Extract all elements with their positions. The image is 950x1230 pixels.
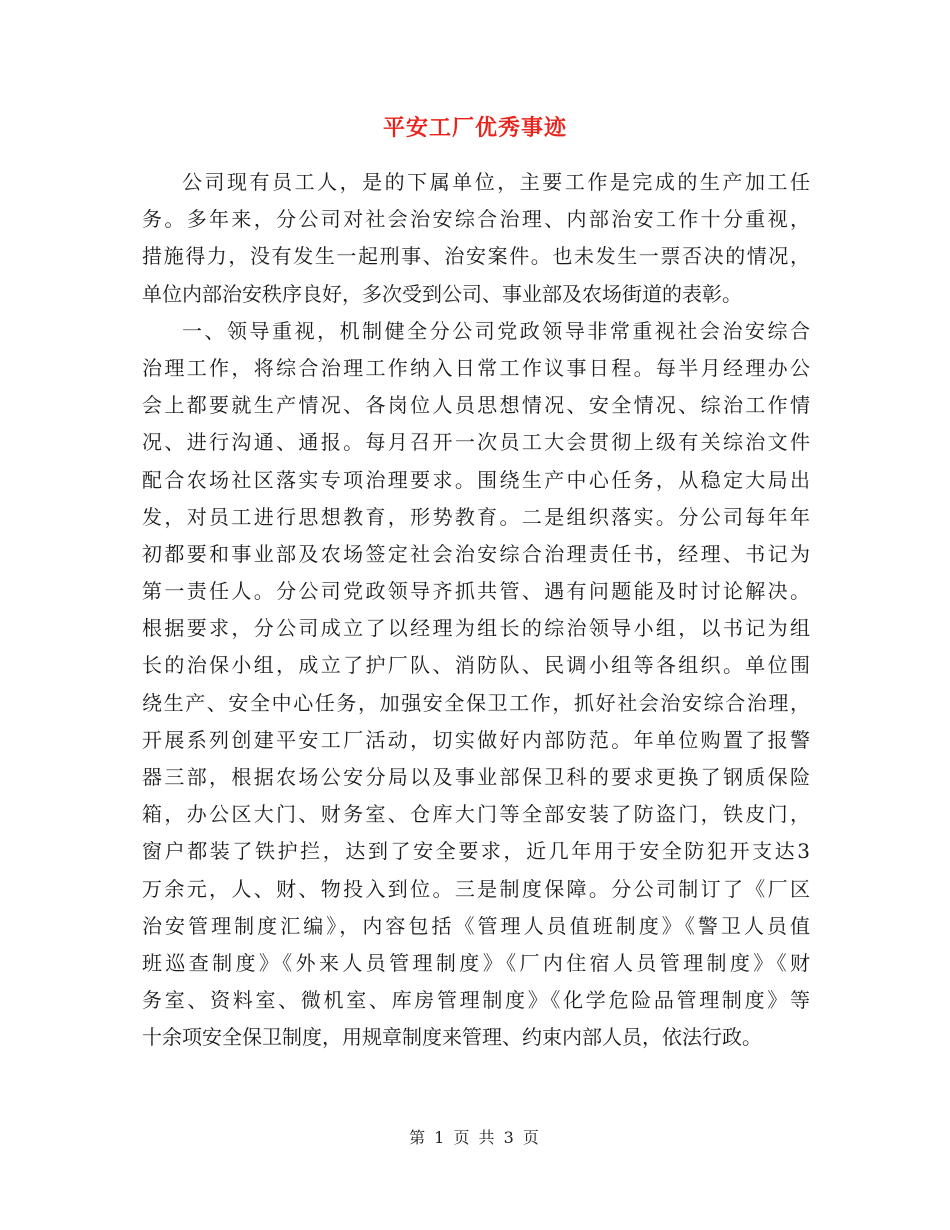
paragraph-2-line: 发，对员工进行思想教育，形势教育。二是组织落实。分公司每年年 [142, 504, 810, 529]
paragraph-2-line: 万余元，人、财、物投入到位。三是制度保障。分公司制订了《厂区 [142, 876, 810, 901]
paragraph-2-line: 初都要和事业部及农场签定社会治安综合治理责任书，经理、书记为 [142, 541, 810, 566]
paragraph-2-line: 况、进行沟通、通报。每月召开一次员工大会贯彻上级有关综治文件 [142, 430, 810, 455]
paragraph-2-line: 十余项安全保卫制度，用规章制度来管理、约束内部人员，依法行政。 [142, 1025, 762, 1050]
paragraph-2-line: 器三部，根据农场公安分局以及事业部保卫科的要求更换了钢质保险 [142, 765, 810, 789]
paragraph-1-line: 单位内部治安秩序良好，多次受到公司、事业部及农场街道的表彰。 [142, 281, 742, 306]
paragraph-2-line: 长的治保小组，成立了护厂队、消防队、民调小组等各组织。单位围 [142, 653, 810, 678]
paragraph-2-line: 班巡查制度》《外来人员管理制度》《厂内住宿人员管理制度》《财 [142, 950, 810, 975]
paragraph-2-line: 第一责任人。分公司党政领导齐抓共管、遇有问题能及时讨论解决。 [142, 579, 810, 604]
paragraph-1-line: 措施得力，没有发生一起刑事、治安案件。也未发生一票否决的情况， [142, 244, 810, 269]
page-footer: 第 1 页 共 3 页 [409, 1128, 541, 1147]
document-title: 平安工厂优秀事迹 [382, 115, 567, 141]
paragraph-2-line: 窗户都装了铁护拦，达到了安全要求，近几年用于安全防犯开支达3 [142, 839, 810, 864]
paragraph-2-line: 箱，办公区大门、财务室、仓库大门等全部安装了防盗门，铁皮门， [142, 802, 810, 827]
paragraph-1-line: 公司现有员工人，是的下属单位，主要工作是完成的生产加工任 [182, 170, 810, 194]
paragraph-2-line: 治安管理制度汇编》，内容包括《管理人员值班制度》《警卫人员值 [142, 913, 810, 938]
paragraph-2-line: 配合农场社区落实专项治理要求。围绕生产中心任务，从稳定大局出 [142, 467, 810, 492]
paragraph-2-line: 根据要求，分公司成立了以经理为组长的综治领导小组，以书记为组 [142, 616, 810, 641]
paragraph-2-line: 绕生产、安全中心任务，加强安全保卫工作，抓好社会治安综合治理， [142, 690, 810, 715]
paragraph-2-line: 治理工作，将综合治理工作纳入日常工作议事日程。每半月经理办公 [142, 355, 810, 380]
paragraph-2-line: 会上都要就生产情况、各岗位人员思想情况、安全情况、综治工作情 [142, 393, 810, 418]
paragraph-2-line: 一、领导重视，机制健全分公司党政领导非常重视社会治安综合 [182, 318, 810, 343]
paragraph-2-line: 务室、资料室、微机室、库房管理制度》《化学危险品管理制度》等 [142, 988, 810, 1013]
paragraph-1-line: 务。多年来，分公司对社会治安综合治理、内部治安工作十分重视， [142, 207, 810, 232]
paragraph-2-line: 开展系列创建平安工厂活动，切实做好内部防范。年单位购置了报警 [142, 727, 810, 752]
document-body [142, 164, 810, 1057]
